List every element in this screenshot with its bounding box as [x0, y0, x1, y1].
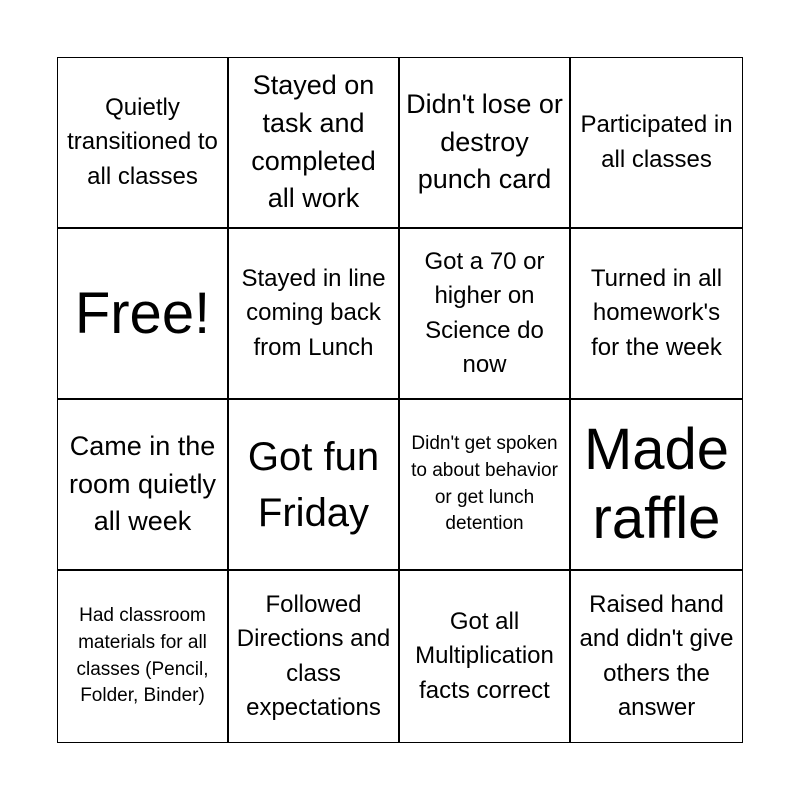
cell-text: Raised hand and didn't give others the answer [579, 591, 734, 721]
cell-text: Stayed in line coming back from Lunch [241, 265, 386, 361]
cell-text: Participated in all classes [580, 111, 733, 173]
bingo-cell[interactable] [229, 571, 400, 742]
bingo-cell[interactable] [229, 58, 400, 229]
cell-text: Had classroom materials for all classes (Pencil, Folder, Binder) [76, 605, 209, 707]
cell-text: Quietly transitioned to all classes [67, 94, 218, 190]
bingo-cell[interactable] [571, 400, 742, 571]
bingo-cell-free[interactable] [58, 229, 229, 400]
cell-text: Stayed on task and completed all work [251, 69, 376, 214]
cell-text: Didn't lose or destroy punch card [406, 88, 563, 195]
cell-text: Got all Multiplication facts correct [415, 608, 554, 704]
bingo-cell[interactable] [571, 58, 742, 229]
bingo-cell[interactable] [400, 400, 571, 571]
cell-text: Didn't get spoken to about behavior or get lunch detention [411, 433, 558, 535]
cell-text: Free! [74, 280, 211, 346]
bingo-cell[interactable] [571, 229, 742, 400]
bingo-card [57, 57, 743, 743]
bingo-cell[interactable] [400, 571, 571, 742]
bingo-cell[interactable] [58, 58, 229, 229]
bingo-cell[interactable] [229, 229, 400, 400]
cell-text: Got a 70 or higher on Science do now [424, 248, 545, 378]
cell-text: Followed Directions and class expectations [236, 591, 391, 721]
cell-text: Came in the room quietly all week [68, 430, 217, 537]
bingo-cell[interactable] [229, 400, 400, 571]
bingo-cell[interactable] [58, 400, 229, 571]
bingo-cell[interactable] [400, 58, 571, 229]
bingo-cell[interactable] [58, 571, 229, 742]
cell-text: Made raffle [583, 417, 730, 551]
cell-text: Turned in all homework's for the week [590, 265, 723, 361]
cell-text: Got fun Friday [247, 434, 380, 535]
bingo-cell[interactable] [400, 229, 571, 400]
bingo-cell[interactable] [571, 571, 742, 742]
